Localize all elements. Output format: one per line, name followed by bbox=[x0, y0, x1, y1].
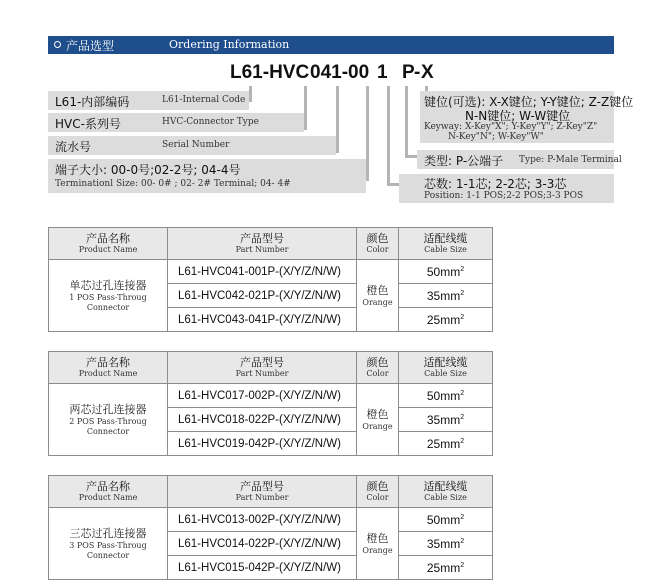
serial-number-en: Serial Number bbox=[162, 140, 230, 150]
header-color: 颜色 Color bbox=[357, 476, 399, 508]
part-number-cell: L61-HVC013-002P-(X/Y/Z/N/W) bbox=[168, 508, 357, 532]
header-cable-size: 适配线缆 Cable Size bbox=[399, 352, 493, 384]
header-cable-size: 适配线缆 Cable Size bbox=[399, 228, 493, 260]
type-cn: 类型: P-公端子 bbox=[424, 154, 504, 168]
table-header-row bbox=[49, 352, 493, 384]
header-product-name: 产品名称 Product Name bbox=[49, 476, 168, 508]
section-header bbox=[48, 36, 614, 54]
connector-line bbox=[387, 86, 390, 186]
position-en: Position: 1-1 POS;2-2 POS;3-3 POS bbox=[424, 191, 584, 201]
header-product-name: 产品名称 Product Name bbox=[49, 228, 168, 260]
color-cell: 橙色 Orange bbox=[357, 260, 399, 332]
part-number-cell: L61-HVC042-021P-(X/Y/Z/N/W) bbox=[168, 284, 357, 308]
code-type: P bbox=[402, 62, 415, 83]
product-name-cell: 三芯过孔连接器 3 POS Pass-Throug Connector bbox=[49, 508, 168, 580]
type-en: Type: P-Male Terminal bbox=[519, 155, 622, 165]
connector-type-cn: HVC-系列号 bbox=[55, 117, 121, 131]
code-prefix: L61-HVC bbox=[230, 62, 310, 83]
cable-size-cell: $50mm^2$ bbox=[399, 508, 493, 532]
part-number-cell: L61-HVC041-001P-(X/Y/Z/N/W) bbox=[168, 260, 357, 284]
connector-line bbox=[366, 86, 369, 181]
terminal-size-cn: 端子大小: 00-0号;02-2号; 04-4号 bbox=[55, 163, 241, 177]
header-color: 颜色 Color bbox=[357, 228, 399, 260]
keyway-cn-1: 键位(可选): X-X键位; Y-Y键位; Z-Z键位 bbox=[424, 95, 634, 109]
table-header-row bbox=[49, 228, 493, 260]
cable-size-cell: $35mm^2$ bbox=[399, 284, 493, 308]
table-header-row bbox=[49, 476, 493, 508]
header-part-number: 产品型号 Part Number bbox=[168, 476, 357, 508]
header-cable-size: 适配线缆 Cable Size bbox=[399, 476, 493, 508]
cable-size-cell: $25mm^2$ bbox=[399, 308, 493, 332]
connector-line bbox=[405, 155, 417, 158]
product-table-3 bbox=[48, 475, 493, 580]
terminal-size-en: Terminationl Size: 00- 0# ; 02- 2# Terminal; 04- 4# bbox=[55, 179, 291, 189]
keyway-en-2: N-Key"N"; W-Key"W" bbox=[448, 132, 544, 142]
header-color: 颜色 Color bbox=[357, 352, 399, 384]
table-row bbox=[49, 384, 493, 408]
cable-size-cell: $50mm^2$ bbox=[399, 260, 493, 284]
keyway-cn-2: N-N键位; W-W键位 bbox=[465, 109, 571, 123]
connector-line bbox=[304, 86, 307, 130]
internal-code-cn: L61-内部编码 bbox=[55, 95, 130, 109]
connector-line bbox=[405, 86, 408, 158]
code-serial: 041-00 bbox=[310, 62, 370, 83]
product-table-2 bbox=[48, 351, 493, 456]
part-number-cell: L61-HVC043-041P-(X/Y/Z/N/W) bbox=[168, 308, 357, 332]
cable-size-cell: $35mm^2$ bbox=[399, 532, 493, 556]
product-table-1 bbox=[48, 227, 493, 332]
product-name-cell: 单芯过孔连接器 1 POS Pass-Throug Connector bbox=[49, 260, 168, 332]
header-part-number: 产品型号 Part Number bbox=[168, 352, 357, 384]
connector-line bbox=[336, 86, 339, 153]
part-number-cell: L61-HVC018-022P-(X/Y/Z/N/W) bbox=[168, 408, 357, 432]
connector-type-en: HVC-Connector Type bbox=[162, 117, 259, 127]
cable-size-cell: $50mm^2$ bbox=[399, 384, 493, 408]
color-cell: 橙色 Orange bbox=[357, 508, 399, 580]
header-part-number: 产品型号 Part Number bbox=[168, 228, 357, 260]
header-product-name: 产品名称 Product Name bbox=[49, 352, 168, 384]
bullet-icon bbox=[54, 41, 61, 48]
connector-line bbox=[387, 183, 399, 186]
cable-size-cell: $25mm^2$ bbox=[399, 432, 493, 456]
internal-code-en: L61-Internal Code bbox=[162, 95, 246, 105]
header-title-en: Ordering Information bbox=[169, 38, 290, 51]
table-row bbox=[49, 508, 493, 532]
header-title-cn: 产品选型 bbox=[66, 39, 115, 53]
code-dash: - bbox=[414, 62, 421, 83]
product-name-cell: 两芯过孔连接器 2 POS Pass-Throug Connector bbox=[49, 384, 168, 456]
serial-number-cn: 流水号 bbox=[55, 140, 92, 154]
code-keyway: X bbox=[421, 62, 434, 83]
position-cn: 芯数: 1-1芯; 2-2芯; 3-3芯 bbox=[424, 177, 567, 191]
part-number-cell: L61-HVC017-002P-(X/Y/Z/N/W) bbox=[168, 384, 357, 408]
cable-size-cell: $25mm^2$ bbox=[399, 556, 493, 580]
code-position: 1 bbox=[377, 62, 388, 83]
part-number-cell: L61-HVC015-042P-(X/Y/Z/N/W) bbox=[168, 556, 357, 580]
keyway-en-1: Keyway: X-Key"X"; Y-Key"Y"; Z-Key"Z" bbox=[424, 122, 598, 132]
cable-size-cell: $35mm^2$ bbox=[399, 408, 493, 432]
part-number-cell: L61-HVC014-022P-(X/Y/Z/N/W) bbox=[168, 532, 357, 556]
part-number-cell: L61-HVC019-042P-(X/Y/Z/N/W) bbox=[168, 432, 357, 456]
color-cell: 橙色 Orange bbox=[357, 384, 399, 456]
connector-line bbox=[249, 86, 252, 102]
table-row bbox=[49, 260, 493, 284]
